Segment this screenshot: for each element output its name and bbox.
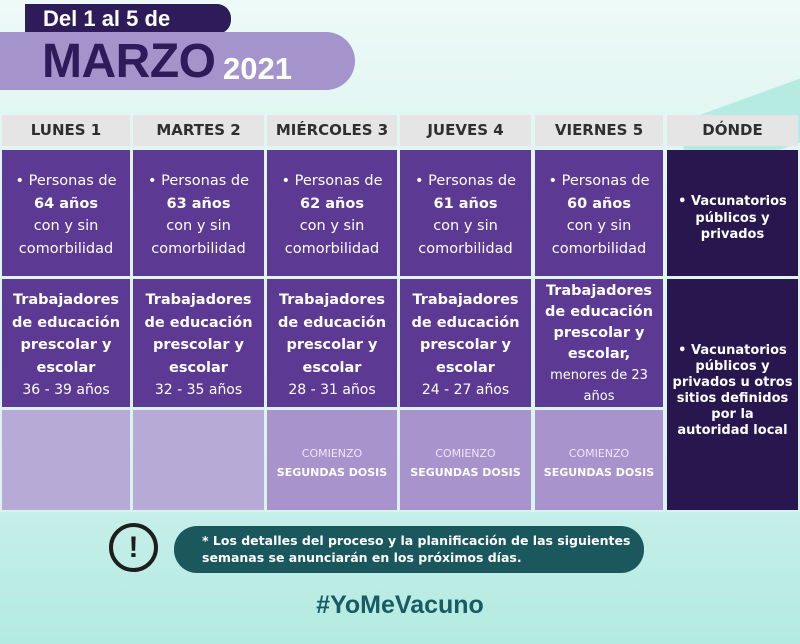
age-label: 62 años <box>300 195 364 212</box>
cell-line: con y sin <box>166 218 231 234</box>
where-line: públicos y <box>695 210 770 226</box>
schedule-cell-monday-teachers <box>2 279 130 407</box>
schedule-cell-thursday-second-dose <box>400 410 531 510</box>
cell-line: Trabajadores <box>545 283 653 299</box>
column-header-thursday: JUEVES 4 <box>400 115 531 146</box>
schedule-cell-friday-second-dose <box>535 410 663 510</box>
where-cell-seniors <box>667 150 798 276</box>
cell-line: Trabajadores <box>145 292 252 308</box>
schedule-cell-wednesday-teachers <box>267 279 397 407</box>
where-line: privados u otros <box>672 375 793 390</box>
where-line: sitios definidos <box>676 391 789 406</box>
cell-line: prescolar y <box>153 337 244 353</box>
age-label: 63 años <box>166 195 231 212</box>
cell-line: prescolar y <box>420 337 511 353</box>
cell-line: con y sin <box>299 218 365 234</box>
cell-line: comorbilidad <box>551 240 647 257</box>
cell-line: Trabajadores <box>412 292 519 308</box>
cell-line: de educación <box>411 314 520 331</box>
age-range-label: menores de 23 <box>550 368 648 383</box>
cell-line: Trabajadores <box>278 292 386 308</box>
cell-line: • Personas de <box>15 173 117 189</box>
cell-line: comorbilidad <box>151 240 246 257</box>
schedule-cell-wednesday-second-dose <box>267 410 397 510</box>
column-header-friday: VIERNES 5 <box>535 115 663 146</box>
cell-line: escolar <box>36 359 96 376</box>
age-label: 64 años <box>34 195 98 212</box>
cell-line: • Personas de <box>548 173 650 189</box>
cell-line: prescolar y <box>20 337 112 353</box>
cell-line: • Personas de <box>147 173 250 189</box>
cell-line: de educación <box>544 304 654 320</box>
year-label: 2021 <box>223 51 292 86</box>
second-dose-label: SEGUNDAS DOSIS <box>276 466 388 479</box>
cell-line: escolar, <box>567 346 631 362</box>
schedule-cell-tuesday-empty <box>133 410 264 510</box>
cell-line: con y sin <box>566 218 632 234</box>
cell-line: • Personas de <box>281 173 383 189</box>
cell-line: prescolar y <box>553 325 645 341</box>
schedule-cell-monday-seniors <box>2 150 130 276</box>
cell-line: de educación <box>144 314 253 331</box>
cell-line: escolar <box>169 359 228 376</box>
column-header-tuesday: MARTES 2 <box>133 115 264 146</box>
second-dose-label: SEGUNDAS DOSIS <box>543 466 655 479</box>
where-line: • Vacunatorios <box>678 194 787 209</box>
age-range-label: 28 - 31 años <box>288 382 376 398</box>
where-line: privados <box>700 227 765 242</box>
where-line: autoridad local <box>677 423 788 438</box>
age-range-label: 32 - 35 años <box>154 382 243 398</box>
schedule-cell-friday-seniors <box>535 150 663 276</box>
cell-line: con y sin <box>33 218 99 234</box>
cell-line: COMIENZO <box>435 447 496 460</box>
schedule-cell-wednesday-seniors <box>267 150 397 276</box>
schedule-cell-thursday-seniors <box>400 150 531 276</box>
cell-line: COMIENZO <box>568 447 630 460</box>
note-line: * Los detalles del proceso y la planificación de las siguientes <box>202 533 631 548</box>
where-cell-teachers <box>667 279 798 510</box>
month-title: MARZO <box>42 35 216 88</box>
exclamation-circle-icon: ! <box>109 523 158 572</box>
cell-line: comorbilidad <box>18 240 114 257</box>
cell-line: escolar <box>302 359 362 376</box>
schedule-cell-friday-teachers <box>535 279 663 407</box>
second-dose-label: SEGUNDAS DOSIS <box>410 466 521 479</box>
cell-line: prescolar y <box>286 337 378 353</box>
cell-line: comorbilidad <box>284 240 380 257</box>
cell-line: Trabajadores <box>12 292 120 308</box>
age-range-label: 36 - 39 años <box>22 382 110 398</box>
cell-line: • Personas de <box>414 173 517 189</box>
where-line: por la <box>711 407 754 422</box>
schedule-cell-thursday-teachers <box>400 279 531 407</box>
column-header-wednesday: MIÉRCOLES 3 <box>267 115 397 146</box>
campaign-hashtag: #YoMeVacuno <box>316 591 484 619</box>
schedule-cell-tuesday-seniors <box>133 150 264 276</box>
column-header-monday: LUNES 1 <box>2 115 130 146</box>
info-note <box>174 526 644 573</box>
cell-line: escolar <box>436 359 495 376</box>
schedule-cell-tuesday-teachers <box>133 279 264 407</box>
column-header-where: DÓNDE <box>667 115 798 146</box>
age-range-label: años <box>583 389 615 404</box>
where-line: públicos y <box>695 359 770 374</box>
age-label: 61 años <box>433 195 498 212</box>
cell-line: COMIENZO <box>301 447 363 460</box>
note-line: semanas se anunciarán en los próximos días. <box>202 550 522 565</box>
cell-line: de educación <box>277 314 387 331</box>
cell-line: de educación <box>11 314 121 331</box>
cell-line: con y sin <box>433 218 498 234</box>
cell-line: comorbilidad <box>418 240 513 257</box>
schedule-cell-monday-empty <box>2 410 130 510</box>
date-range-banner: Del 1 al 5 de <box>25 4 231 34</box>
age-range-label: 24 - 27 años <box>421 382 510 398</box>
where-line: • Vacunatorios <box>678 343 787 358</box>
age-label: 60 años <box>567 195 631 212</box>
